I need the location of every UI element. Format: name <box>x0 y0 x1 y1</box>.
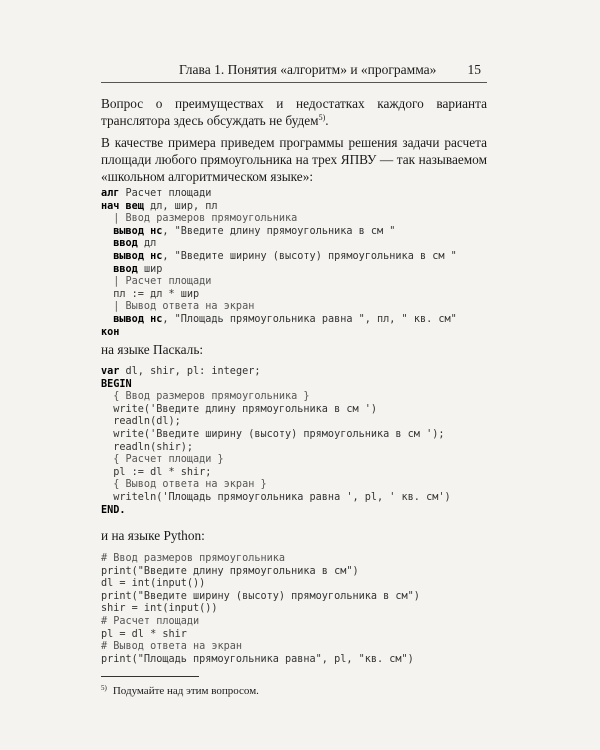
code-text: dl, shir, pl: integer; <box>119 366 261 377</box>
code-line <box>101 603 493 616</box>
footnote-reference: 5) <box>318 113 326 122</box>
code-comment: | Ввод размеров прямоугольника <box>101 213 298 225</box>
code-keyword: вывод нс <box>113 225 163 237</box>
running-header <box>101 56 487 83</box>
code-line <box>101 641 493 654</box>
code-comment: | Вывод ответа на экран <box>101 301 255 313</box>
code-text: print("Введите длину прямоугольника в см") <box>101 565 359 577</box>
code-text <box>101 251 113 262</box>
code-text: , "Площадь прямоугольника равна ", пл, " кв. см" <box>162 313 457 325</box>
chapter-title: Глава 1. Понятия «алгоритм» и «программа» <box>179 62 437 77</box>
code-keyword: вывод нс <box>113 313 163 325</box>
python-code-block <box>101 553 493 666</box>
code-line <box>101 479 493 492</box>
code-keyword: вывод нс <box>113 250 163 262</box>
intro-end: . <box>325 113 329 128</box>
code-text: write('Введите длину прямоугольника в см ') <box>101 403 378 415</box>
code-text: пл := дл * шир <box>101 288 200 300</box>
code-text: print("Введите ширину (высоту) прямоугольника в см") <box>101 590 420 602</box>
code-keyword: нач вещ <box>101 200 144 212</box>
code-text: pl := dl * shir; <box>101 466 212 478</box>
code-line <box>101 492 493 505</box>
code-line <box>101 654 493 667</box>
footnote-divider <box>101 676 199 677</box>
code-text <box>101 264 113 275</box>
code-line <box>101 327 493 340</box>
code-comment: { Расчет площади } <box>101 454 224 466</box>
code-line <box>101 616 493 629</box>
code-text: write('Введите ширину (высоту) прямоугольника в см '); <box>101 428 445 440</box>
code-line <box>101 276 493 289</box>
code-text: , "Введите длину прямоугольника в см " <box>162 225 396 237</box>
code-text: readln(shir); <box>101 441 194 453</box>
code-text: print("Площадь прямоугольника равна", pl, "кв. см") <box>101 653 414 665</box>
code-text: Расчет площади <box>119 188 212 199</box>
code-line <box>101 366 493 379</box>
pascal-code-block <box>101 366 493 517</box>
code-keyword: кон <box>101 326 120 338</box>
footnote <box>101 685 259 697</box>
code-keyword: BEGIN <box>101 378 132 390</box>
code-text <box>101 314 113 325</box>
code-keyword: END. <box>101 504 126 516</box>
code-line <box>101 226 493 239</box>
code-text: dl = int(input()) <box>101 578 206 590</box>
code-line <box>101 213 493 226</box>
code-comment: # Вывод ответа на экран <box>101 641 243 653</box>
code-line <box>101 591 493 604</box>
code-line <box>101 578 493 591</box>
code-line <box>101 553 493 566</box>
code-line <box>101 314 493 327</box>
code-line <box>101 251 493 264</box>
code-text: дл, шир, пл <box>143 200 218 212</box>
code-comment: { Вывод ответа на экран } <box>101 479 267 491</box>
code-text: шир <box>137 263 163 275</box>
footnote-mark: 5) <box>101 684 107 692</box>
code-line <box>101 238 493 251</box>
code-text <box>101 238 113 249</box>
code-line <box>101 289 493 302</box>
algo-code-block <box>101 188 493 339</box>
code-comment: { Ввод размеров прямоугольника } <box>101 391 310 403</box>
code-line <box>101 467 493 480</box>
code-keyword: ввод <box>113 263 138 275</box>
code-line <box>101 566 493 579</box>
code-line <box>101 391 493 404</box>
code-line <box>101 442 493 455</box>
example-paragraph <box>101 134 487 185</box>
code-line <box>101 404 493 417</box>
code-line <box>101 379 493 392</box>
page-number: 15 <box>467 62 481 77</box>
code-line <box>101 201 493 214</box>
intro-text: Вопрос о преимуществах и недостатках каждого варианта транслятора здесь обсуждать не будем <box>101 96 487 128</box>
example-text: В качестве примера приведем программы решения задачи расчета площади любого прямоугольника на трех ЯПВУ — так называемом «школьном алгоритмическом языке»: <box>101 135 487 184</box>
pascal-label: на языке Паскаль: <box>101 342 204 357</box>
code-line <box>101 629 493 642</box>
code-line <box>101 454 493 467</box>
code-line <box>101 264 493 277</box>
code-text: writeln('Площадь прямоугольника равна ', pl, ' кв. см') <box>101 491 451 503</box>
code-line <box>101 188 493 201</box>
code-text: readln(dl); <box>101 416 181 428</box>
code-keyword: алг <box>101 188 120 199</box>
code-text: shir = int(input()) <box>101 603 218 615</box>
code-line <box>101 301 493 314</box>
code-line <box>101 416 493 429</box>
code-comment: # Ввод размеров прямоугольника <box>101 553 286 564</box>
code-text <box>101 226 113 237</box>
code-keyword: var <box>101 366 120 377</box>
intro-paragraph <box>101 95 487 129</box>
code-keyword: ввод <box>113 238 138 250</box>
code-text: pl = dl * shir <box>101 628 187 640</box>
code-line <box>101 429 493 442</box>
code-comment: | Расчет площади <box>101 276 212 288</box>
code-comment: # Расчет площади <box>101 615 200 627</box>
code-line <box>101 505 493 518</box>
python-label: и на языке Python: <box>101 528 205 543</box>
code-text: , "Введите ширину (высоту) прямоугольника в см " <box>162 250 457 262</box>
code-text: дл <box>137 238 157 250</box>
footnote-text: Подумайте над этим вопросом. <box>112 685 259 697</box>
